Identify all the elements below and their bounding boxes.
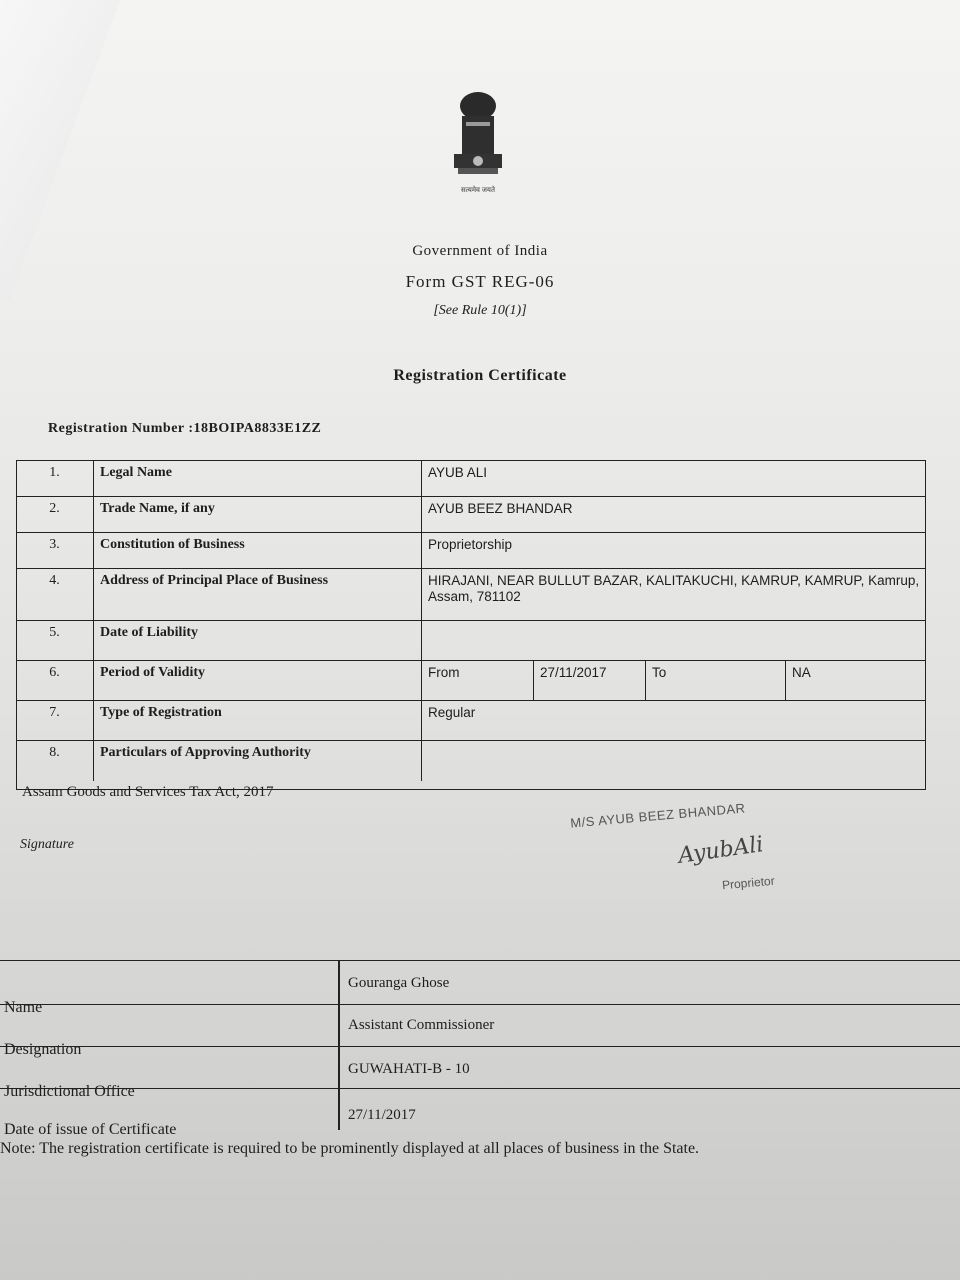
handwritten-signature: AyubAli	[676, 832, 765, 869]
officer-value: Gouranga Ghose	[348, 975, 450, 991]
validity-from-date: 27/11/2017	[534, 661, 646, 701]
officer-label: Date of issue of Certificate	[4, 1121, 177, 1138]
row-label: Period of Validity	[94, 661, 422, 701]
officer-label: Name	[4, 999, 43, 1016]
officer-value: 27/11/2017	[348, 1107, 416, 1123]
certificate-title: Registration Certificate	[393, 367, 567, 384]
validity-to-label: To	[646, 661, 786, 701]
row-label: Address of Principal Place of Business	[94, 569, 422, 621]
officer-value: Assistant Commissioner	[348, 1017, 495, 1033]
emblem-motto: सत्यमेव जयते	[461, 186, 495, 194]
row-number: 2.	[16, 497, 94, 533]
signature-label: Signature	[20, 837, 74, 852]
form-number: Form GST REG-06	[405, 272, 555, 291]
validity-to-date: NA	[792, 665, 811, 680]
row-number: 6.	[16, 661, 94, 701]
row-label: Trade Name, if any	[94, 497, 422, 533]
row-label: Type of Registration	[94, 701, 422, 741]
validity-from-label: From	[422, 661, 534, 701]
row-value: AYUB ALI	[428, 465, 488, 480]
government-heading: Government of India	[412, 243, 548, 259]
proprietor-stamp: Proprietor	[721, 873, 776, 893]
row-number: 5.	[16, 621, 94, 661]
row-label: Date of Liability	[94, 621, 422, 661]
row-number: 7.	[16, 701, 94, 741]
officer-details	[0, 960, 960, 1140]
row-label: Constitution of Business	[94, 533, 422, 569]
row-label: Legal Name	[94, 461, 422, 497]
table-row	[0, 960, 960, 1016]
row-value: AYUB BEEZ BHANDAR	[428, 501, 573, 516]
row-value: HIRAJANI, NEAR BULLUT BAZAR, KALITAKUCHI, KAMRUP, KAMRUP, Kamrup, Assam, 781102	[428, 573, 920, 604]
row-number: 8.	[16, 741, 94, 781]
row-value: Regular	[428, 705, 476, 720]
table-row	[0, 1004, 960, 1058]
national-emblem-icon	[440, 88, 516, 198]
rule-reference: [See Rule 10(1)]	[433, 303, 527, 318]
officer-label: Designation	[4, 1041, 82, 1058]
table-border	[16, 460, 926, 790]
registration-number: Registration Number :18BOIPA8833E1ZZ	[48, 421, 322, 436]
firm-stamp: M/S AYUB BEEZ BHANDAR	[569, 800, 747, 831]
officer-value: GUWAHATI-B - 10	[348, 1061, 470, 1077]
row-number: 1.	[16, 461, 94, 497]
table-row	[0, 1046, 960, 1100]
row-value: Proprietorship	[428, 537, 513, 552]
row-label: Particulars of Approving Authority	[94, 741, 422, 781]
act-title: Assam Goods and Services Tax Act, 2017	[22, 784, 274, 800]
row-number: 4.	[16, 569, 94, 621]
officer-divider	[338, 960, 340, 1130]
row-number: 3.	[16, 533, 94, 569]
display-note: Note: The registration certificate is required to be prominently displayed at all places of business in the State.	[0, 1140, 700, 1157]
officer-label: Jurisdictional Office	[4, 1083, 135, 1100]
table-row	[0, 1088, 960, 1138]
